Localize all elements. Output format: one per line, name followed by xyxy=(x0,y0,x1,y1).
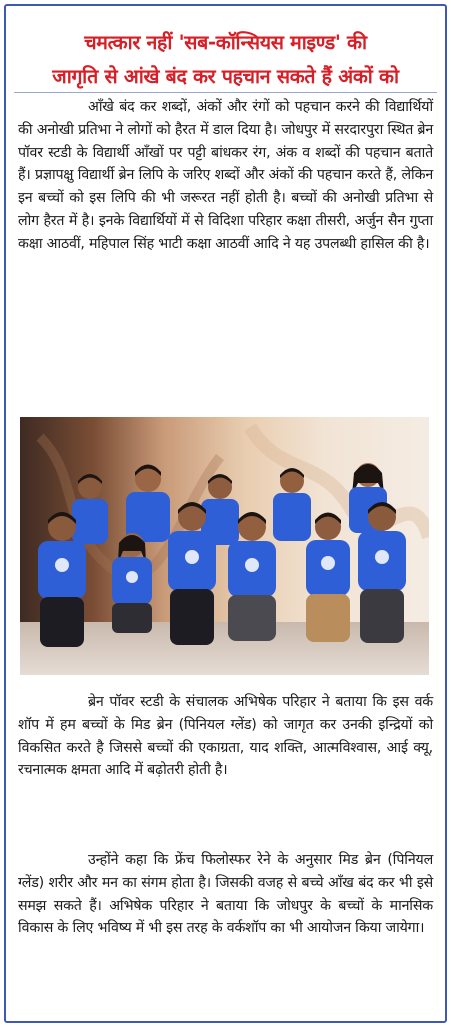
headline-line-2: जागृति से आंखे बंद कर पहचान सकते हैं अंकों को xyxy=(52,65,399,88)
article-paragraph-3: उन्होंने कहा कि फ्रेंच फिलोस्फर रेने के अनुसार मिड ब्रेन (पिनियल ग्लेंड) शरीर और मन का संगम होता है। जिसकी वजह से बच्चे आँख बंद कर भी इसे समझ सकते हैं। अभिषेक परिहार ने बताया कि जोधपुर के बच्चों के मानसिक विकास के लिए भविष्य में भी इस तरह के वर्कशॉप का भी आयोजन किया जायेगा। xyxy=(18,852,433,937)
article-paragraph-2: ब्रेन पॉवर स्टडी के संचालक अभिषेक परिहार ने बताया कि इस वर्क शॉप में हम बच्चों के मिड ब्रेन (पिनियल ग्लेंड) को जागृत कर उनकी इन्द्रियों को विकसित करते है जिससे बच्चों की एकाग्रता, याद शक्ति, आत्मविश्वास, आई क्यू, रचनात्मक क्षमता आदि में बढ़ोतरी होती है। xyxy=(18,694,433,779)
article-paragraph-1: आँखे बंद कर शब्दों, अंकों और रंगों को पहचान करने की विद्यार्थियों की अनोखी प्रतिभा ने लोगों को हैरत में डाल दिया है। जोधपुर में सरदारपुरा स्थित ब्रेन पॉवर स्टडी के विद्यार्थी आँखों पर पट्टी बांधकर रंग, अंक व शब्दों की पहचान बताते हैं। प्रज्ञापक्षु विद्यार्थी ब्रेन लिपि के जरिए शब्दों और अंकों की पहचान करते हैं, लेकिन इन बच्चों को इस लिपि की भी जरूरत नहीं होती है। बच्चों की अनोखी प्रतिभा से लोग हैरत में है। इनके विद्यार्थियों में से विदिशा परिहार कक्षा तीसरी, अर्जुन सैन गुप्ता कक्षा आठवीं, महिपाल सिंह भाटी कक्षा आठवीं आदि ने यह उपलब्धी हासिल की है। xyxy=(18,99,433,252)
photo-illustration xyxy=(20,417,429,675)
headline-line-1: चमत्कार नहीं 'सब-कॉन्सियस माइण्ड' की xyxy=(84,31,367,54)
headline-divider xyxy=(14,92,437,93)
students-group-photo xyxy=(20,417,429,675)
